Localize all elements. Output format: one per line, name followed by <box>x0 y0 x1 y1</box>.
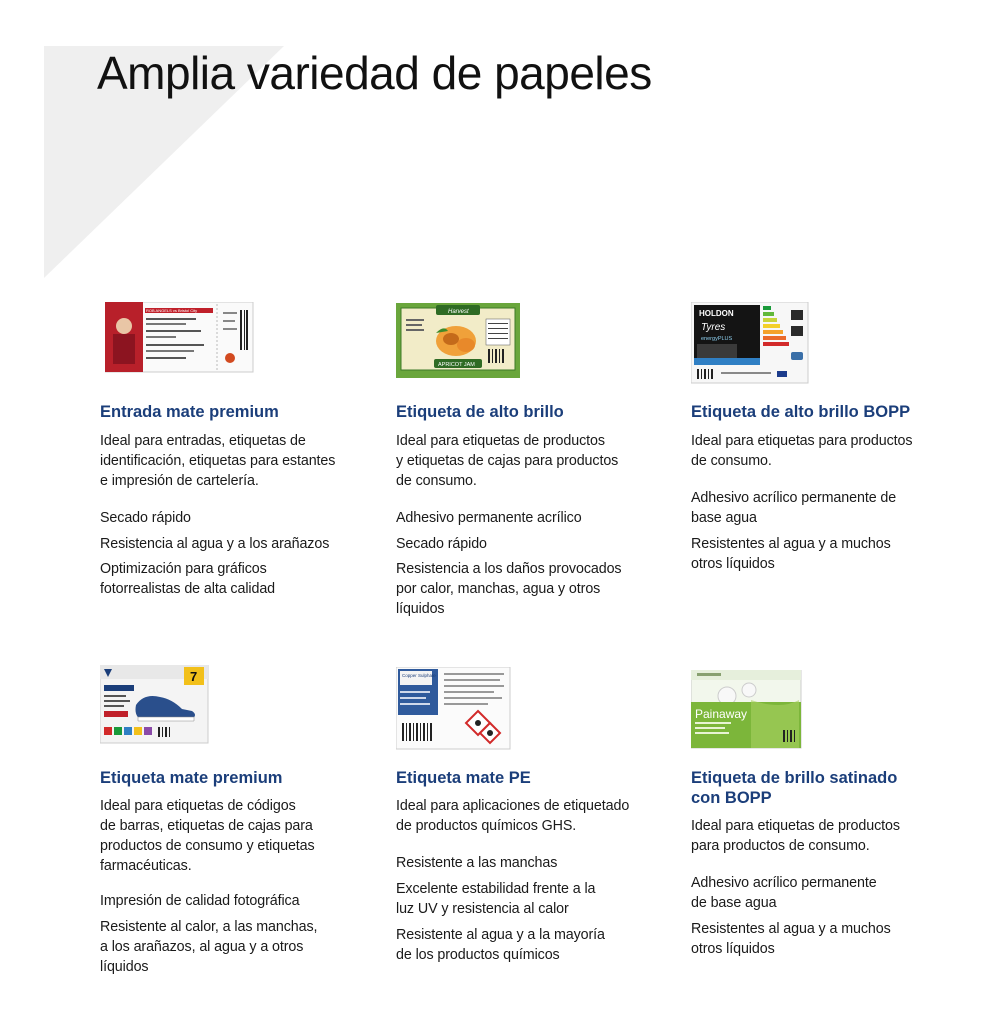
svg-text:7: 7 <box>190 669 198 684</box>
feature-item: Optimización para gráficos fotorrealistas de alta calidad <box>100 561 276 597</box>
chemical-label-image <box>396 667 512 751</box>
product-title: Etiqueta de alto brillo <box>396 403 564 421</box>
svg-text:Painaway: Painaway <box>695 707 748 721</box>
svg-text:Copper Sulphate: Copper Sulphate <box>402 673 436 678</box>
svg-text:HOLDON: HOLDON <box>699 309 734 318</box>
product-title: Etiqueta mate premium <box>100 769 283 787</box>
product-title: Etiqueta de alto brillo BOPP <box>691 403 911 421</box>
ticket-image <box>105 302 255 374</box>
feature-item: Resistencia a los daños provocados por calor, manchas, agua y otros líquidos <box>396 561 622 617</box>
svg-text:energyPLUS: energyPLUS <box>701 336 733 342</box>
product-description: Ideal para entradas, etiquetas de identificación, etiquetas para estantes e impresión de cartelería. <box>100 433 336 489</box>
feature-item: Resistencia al agua y a los arañazos <box>100 536 330 552</box>
feature-item: Resistente a las manchas <box>396 855 558 871</box>
product-title: Etiqueta de brillo satinado con BOPP <box>691 769 898 807</box>
product-title: Etiqueta mate PE <box>396 769 531 787</box>
product-description: Ideal para etiquetas de productos para productos de consumo. <box>691 818 900 854</box>
product-description: Ideal para etiquetas para productos de consumo. <box>691 433 913 469</box>
feature-item: Adhesivo permanente acrílico <box>396 510 582 526</box>
feature-item: Resistente al agua y a la mayoría de los productos químicos <box>396 927 605 963</box>
feature-item: Secado rápido <box>396 536 487 552</box>
svg-text:APRICOT JAM: APRICOT JAM <box>438 362 475 368</box>
product-description: Ideal para etiquetas de productos y etiquetas de cajas para productos de consumo. <box>396 433 619 489</box>
painaway-label-image <box>691 670 803 750</box>
feature-item: Resistente al calor, a las manchas, a los arañazos, al agua y a otros líquidos <box>100 919 318 975</box>
svg-text:ROB ANGELS vs Bristol City: ROB ANGELS vs Bristol City <box>146 308 198 313</box>
feature-item: Resistentes al agua y a muchos otros líquidos <box>691 536 891 572</box>
svg-text:Tyres: Tyres <box>701 322 726 333</box>
feature-item: Resistentes al agua y a muchos otros líquidos <box>691 921 891 957</box>
product-description: Ideal para etiquetas de códigos de barras, etiquetas de cajas para productos de consumo y etiquetas farmacéuticas. <box>100 798 315 874</box>
feature-item: Impresión de calidad fotográfica <box>100 893 300 909</box>
page-title: Amplia variedad de papeles <box>97 47 652 99</box>
apricot-jam-label-image <box>396 303 521 379</box>
feature-item: Secado rápido <box>100 510 191 526</box>
feature-item: Excelente estabilidad frente a la luz UV y resistencia al calor <box>396 881 596 917</box>
product-title: Entrada mate premium <box>100 403 279 421</box>
feature-item: Adhesivo acrílico permanente de base agua <box>691 490 897 526</box>
sneaker-label-image <box>100 665 210 745</box>
product-description: Ideal para aplicaciones de etiquetado de productos químicos GHS. <box>396 798 630 834</box>
feature-item: Adhesivo acrílico permanente de base agua <box>691 875 877 911</box>
svg-text:Harvest: Harvest <box>448 309 469 315</box>
tyre-label-image <box>691 302 809 384</box>
